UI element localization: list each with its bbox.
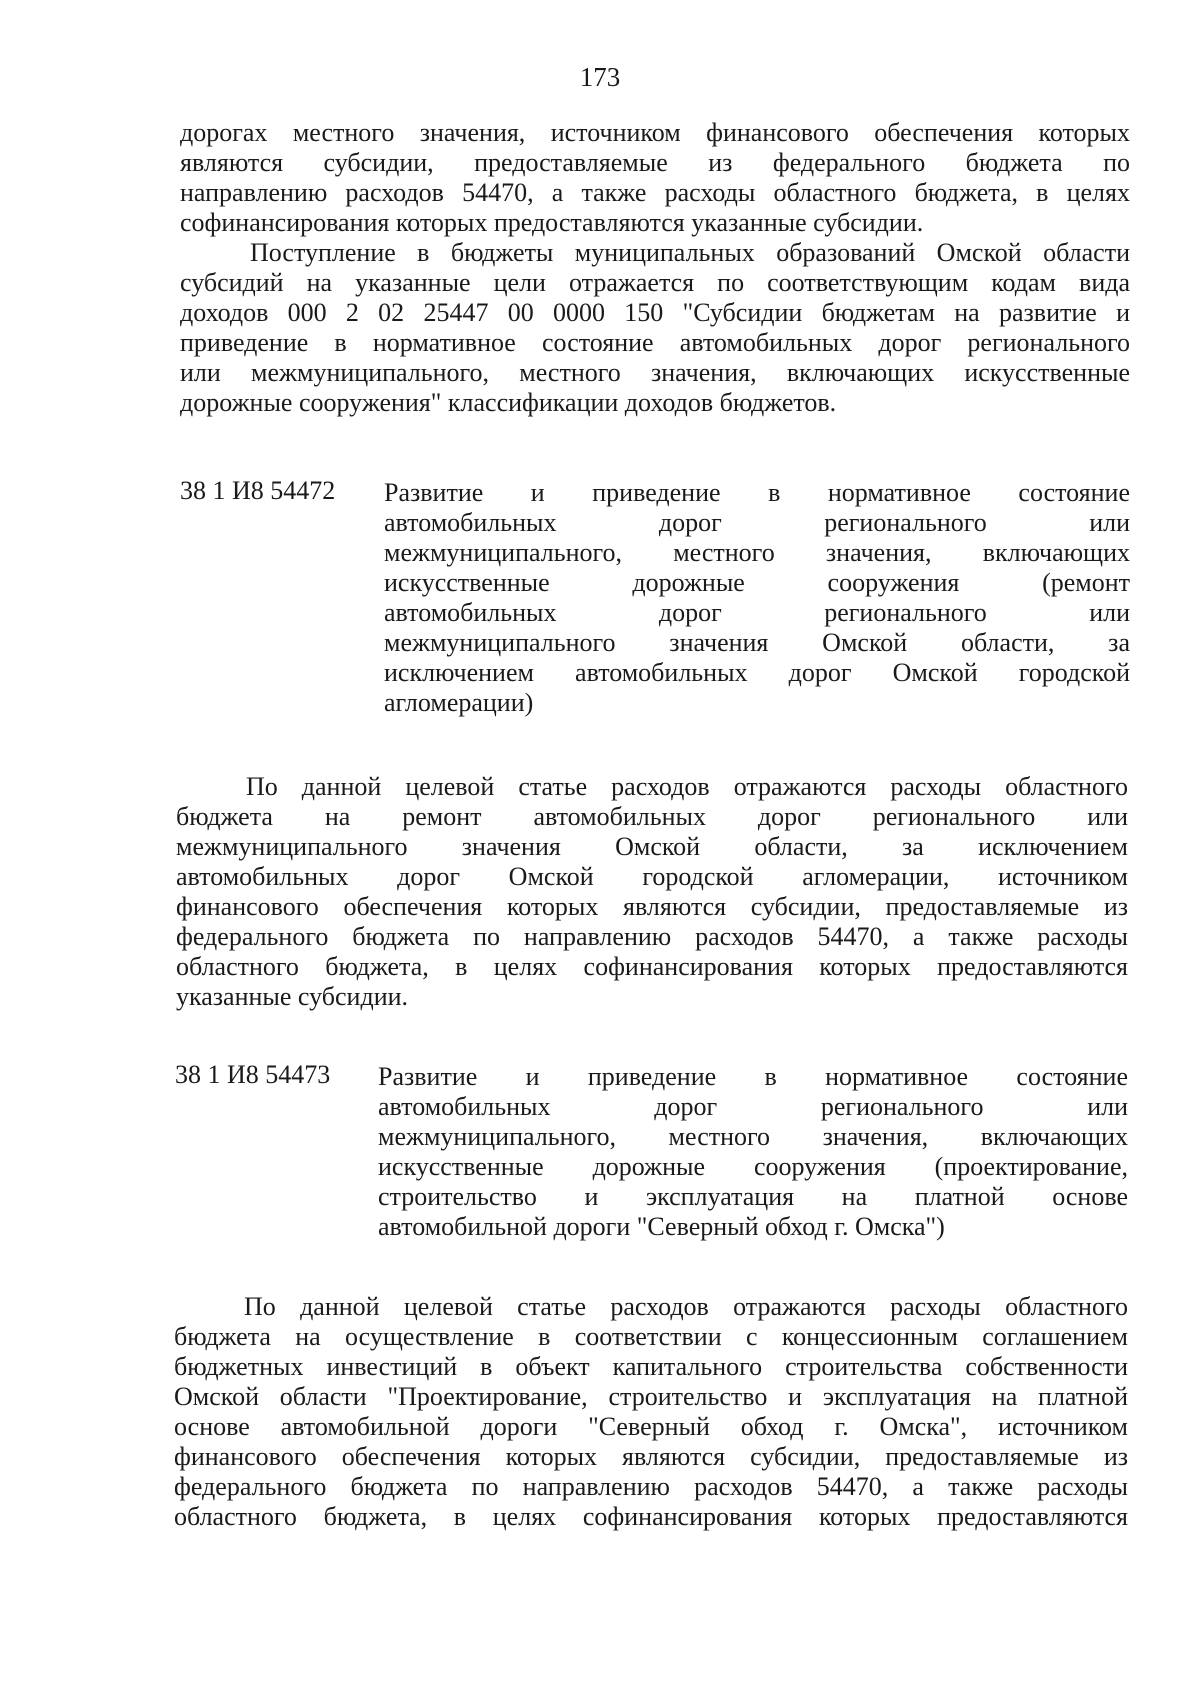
paragraph-line: автомобильных дорог Омской городской агломерации, источником: [176, 862, 1128, 891]
budget-description-1: [384, 478, 1130, 718]
paragraph-line: федерального бюджета по направлению расходов 54470, а также расходы: [174, 1472, 1128, 1501]
paragraph-line: основе автомобильной дороги "Северный обход г. Омска", источником: [174, 1412, 1128, 1441]
budget-code-1: 38 1 И8 54472: [180, 476, 336, 505]
paragraph-1: [180, 118, 1130, 238]
budget-code-2: 38 1 И8 54473: [175, 1060, 331, 1089]
description-line: агломерации): [384, 688, 534, 717]
description-line: строительство и эксплуатация на платной основе: [378, 1182, 1128, 1211]
paragraph-line: указанные субсидии.: [176, 982, 409, 1011]
description-line: Развитие и приведение в нормативное состояние: [378, 1062, 1128, 1091]
description-line: искусственные дорожные сооружения (проектирование,: [378, 1152, 1128, 1181]
description-line: автомобильной дороги "Северный обход г. Омска"): [378, 1212, 945, 1241]
paragraph-line: бюджета на осуществление в соответствии с концессионным соглашением: [174, 1322, 1128, 1351]
description-line: межмуниципального, местного значения, включающих: [378, 1122, 1128, 1151]
page-number: 173: [579, 62, 621, 92]
description-line: межмуниципального значения Омской области, за: [384, 628, 1130, 657]
paragraph-line: Омской области "Проектирование, строительство и эксплуатация на платной: [174, 1382, 1128, 1411]
description-line: искусственные дорожные сооружения (ремонт: [384, 568, 1130, 597]
paragraph-line: доходов 000 2 02 25447 00 0000 150 "Субсидии бюджетам на развитие и: [180, 298, 1130, 327]
paragraph-3: [176, 772, 1128, 1012]
description-line: исключением автомобильных дорог Омской городской: [384, 658, 1130, 687]
paragraph-line: По данной целевой статье расходов отражаются расходы областного: [244, 1292, 1128, 1321]
paragraph-line: федерального бюджета по направлению расходов 54470, а также расходы: [176, 922, 1128, 951]
paragraph-4: [174, 1292, 1128, 1532]
paragraph-line: направлению расходов 54470, а также расходы областного бюджета, в целях: [180, 178, 1130, 207]
paragraph-line: дорожные сооружения" классификации доходов бюджетов.: [180, 388, 837, 417]
description-line: автомобильных дорог регионального или: [384, 508, 1130, 537]
description-line: Развитие и приведение в нормативное состояние: [384, 478, 1130, 507]
description-line: межмуниципального, местного значения, включающих: [384, 538, 1130, 567]
paragraph-line: Поступление в бюджеты муниципальных образований Омской области: [250, 238, 1130, 267]
paragraph-line: финансового обеспечения которых являются субсидии, предоставляемые из: [176, 892, 1128, 921]
paragraph-line: или межмуниципального, местного значения, включающих искусственные: [180, 358, 1130, 387]
paragraph-line: дорогах местного значения, источником финансового обеспечения которых: [180, 118, 1130, 147]
paragraph-line: межмуниципального значения Омской области, за исключением: [176, 832, 1128, 861]
paragraph-line: областного бюджета, в целях софинансирования которых предоставляются: [176, 952, 1128, 981]
paragraph-line: субсидий на указанные цели отражается по соответствующим кодам вида: [180, 268, 1130, 297]
description-line: автомобильных дорог регионального или: [384, 598, 1130, 627]
paragraph-2: [180, 238, 1130, 418]
paragraph-line: По данной целевой статье расходов отражаются расходы областного: [246, 772, 1128, 801]
paragraph-line: бюджета на ремонт автомобильных дорог регионального или: [176, 802, 1128, 831]
paragraph-line: бюджетных инвестиций в объект капитального строительства собственности: [174, 1352, 1128, 1381]
paragraph-line: являются субсидии, предоставляемые из федерального бюджета по: [180, 148, 1130, 177]
paragraph-line: приведение в нормативное состояние автомобильных дорог регионального: [180, 328, 1130, 357]
paragraph-line: финансового обеспечения которых являются субсидии, предоставляемые из: [174, 1442, 1128, 1471]
description-line: автомобильных дорог регионального или: [378, 1092, 1128, 1121]
budget-description-2: [378, 1062, 1128, 1242]
paragraph-line: областного бюджета, в целях софинансирования которых предоставляются: [174, 1502, 1128, 1531]
paragraph-line: софинансирования которых предоставляются указанные субсидии.: [180, 208, 924, 237]
